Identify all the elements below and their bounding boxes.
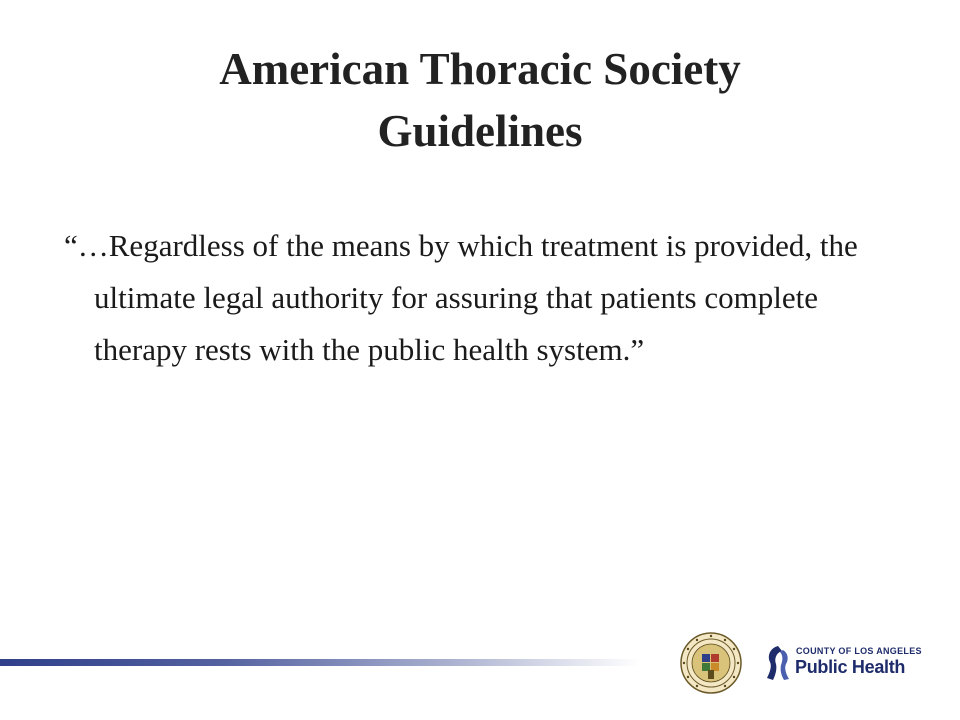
title-line-1: American Thoracic Society — [219, 44, 741, 94]
public-health-logo — [764, 642, 922, 684]
slide-title — [0, 38, 960, 162]
logo-public-health-text: Public Health — [795, 657, 906, 677]
title-line-2: Guidelines — [377, 106, 583, 156]
public-health-mark-icon — [764, 644, 792, 682]
county-seal-icon — [680, 632, 742, 694]
logo-county-text: COUNTY OF LOS ANGELES — [796, 646, 922, 656]
guideline-quote: “…Regardless of the means by which treatment is provided, the ultimate legal authority for assuring that patients complete therapy rests with the public health system.” — [64, 228, 858, 367]
footer-gradient-rule — [0, 659, 640, 666]
